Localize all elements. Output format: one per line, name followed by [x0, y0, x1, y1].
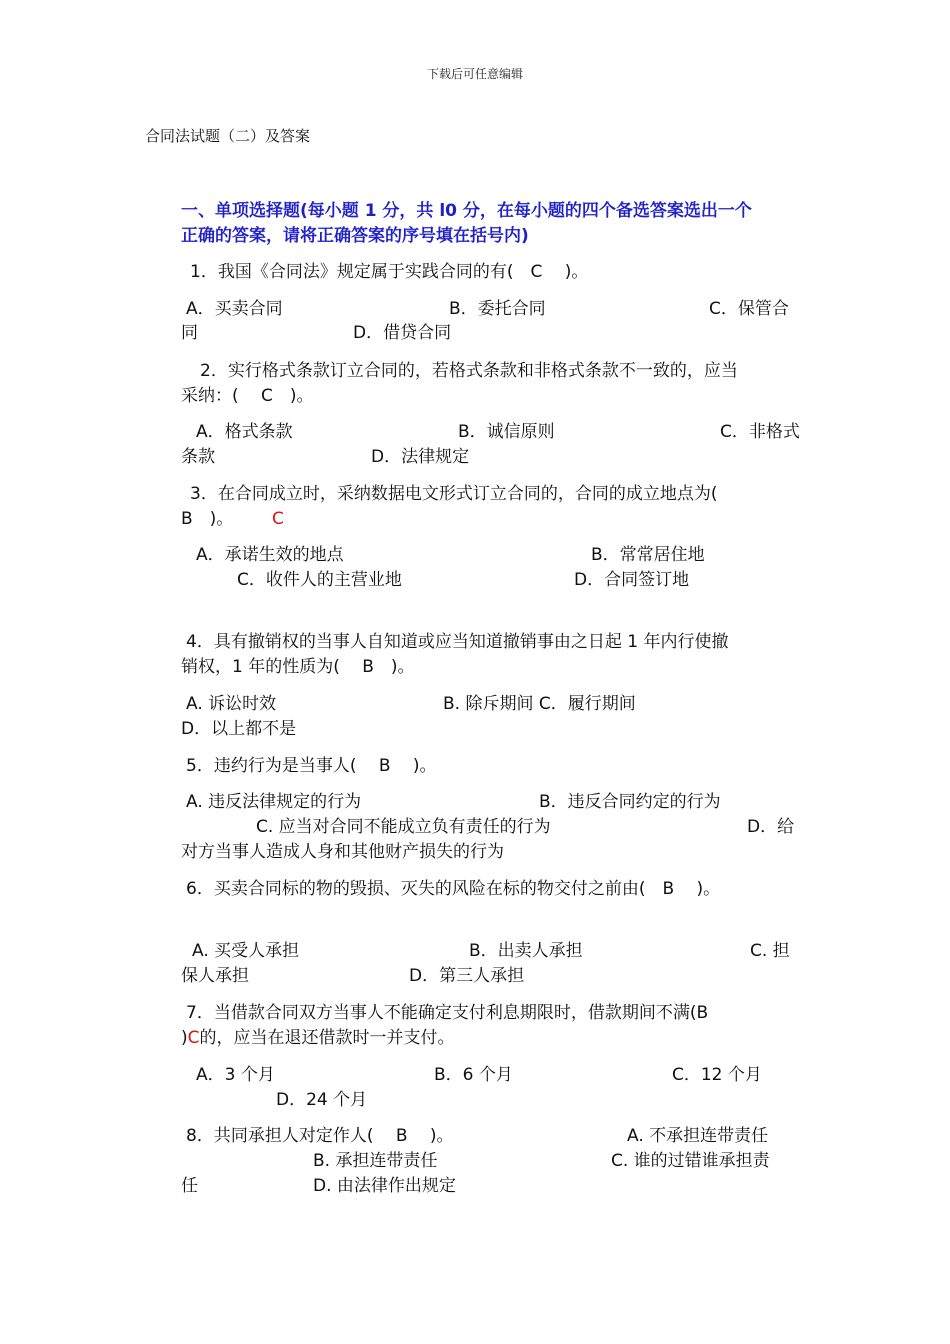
question-5-option-d: D．给: [747, 817, 795, 837]
question-7-paren: ): [181, 1028, 188, 1048]
question-2-stem-line2: 采纳：( C )。: [181, 386, 314, 406]
document-title: 合同法试题（二）及答案: [145, 127, 311, 145]
question-1-option-c-cont: 同: [181, 323, 198, 343]
question-7-stem-line1: 7．当借款合同双方当事人不能确定支付利息期限时，借款期间不满(B: [186, 1003, 709, 1023]
question-3-option-a: A．承诺生效的地点: [196, 545, 344, 565]
question-6-option-d: D．第三人承担: [409, 966, 525, 986]
question-7-stem-line2: [181, 1030, 455, 1047]
question-7-option-c: C．12 个月: [672, 1065, 762, 1085]
question-7-option-d: D．24 个月: [276, 1090, 368, 1110]
question-4-option-d: D．以上都不是: [181, 719, 297, 739]
question-7-option-b: B．6 个月: [434, 1065, 513, 1085]
question-3-stem-line2: B )。: [181, 509, 234, 529]
question-8-option-c: C. 谁的过错谁承担责: [611, 1151, 770, 1171]
question-5-option-c: C. 应当对合同不能成立负有责任的行为: [256, 817, 551, 837]
question-2-stem-line1: 2．实行格式条款订立合同的，若格式条款和非格式条款不一致的，应当: [200, 361, 738, 381]
question-8-option-a: A. 不承担连带责任: [627, 1126, 769, 1146]
question-5-option-d-cont: 对方当事人造成人身和其他财产损失的行为: [181, 842, 504, 862]
question-5-option-b: B．违反合同约定的行为: [539, 792, 721, 812]
question-2-option-c: C．非格式: [720, 422, 800, 442]
question-3-option-b: B．常常居住地: [591, 545, 705, 565]
question-6-option-c-cont: 保人承担: [181, 966, 249, 986]
question-2-option-b: B．诚信原则: [458, 422, 555, 442]
question-4-stem-line1: 4．具有撤销权的当事人自知道或应当知道撤销事由之日起 1 年内行使撤: [186, 632, 729, 652]
question-8-option-c-cont: 任: [181, 1176, 198, 1196]
question-1-option-d: D．借贷合同: [353, 323, 452, 343]
question-1-option-b: B．委托合同: [449, 299, 546, 319]
question-6-option-a: A. 买受人承担: [192, 941, 300, 961]
question-3-option-c: C．收件人的主营业地: [237, 570, 402, 590]
question-3-stem-line1: 3．在合同成立时，采纳数据电文形式订立合同的，合同的成立地点为(: [190, 484, 718, 504]
question-7-answer-mark: C: [187, 1028, 200, 1048]
question-3-answer-mark: C: [272, 509, 284, 529]
question-6-option-b: B．出卖人承担: [469, 941, 583, 961]
section-heading-line2: 正确的答案，请将正确答案的序号填在括号内): [181, 226, 529, 246]
section-heading-line1: 一、单项选择题(每小题 1 分，共 l0 分，在每小题的四个备选答案选出一个: [181, 201, 752, 221]
question-7-option-a: A．3 个月: [196, 1065, 275, 1085]
question-4-option-a: A. 诉讼时效: [186, 694, 277, 714]
question-8-option-d: D. 由法律作出规定: [313, 1176, 456, 1196]
question-6-option-c: C. 担: [750, 941, 790, 961]
question-4-stem-line2: 销权，1 年的性质为( B )。: [181, 657, 415, 677]
question-3-option-d: D．合同签订地: [574, 570, 690, 590]
question-1-stem: 1．我国《合同法》规定属于实践合同的有( C )。: [190, 262, 589, 282]
question-4-option-b-c: B. 除斥期间 C．履行期间: [443, 694, 636, 714]
question-1-option-a: A．买卖合同: [186, 299, 283, 319]
question-1-option-c: C．保管合: [709, 299, 789, 319]
question-6-stem: 6．买卖合同标的物的毁损、灭失的风险在标的物交付之前由( B )。: [186, 879, 721, 899]
question-2-option-a: A．格式条款: [196, 422, 293, 442]
question-5-option-a: A. 违反法律规定的行为: [186, 792, 362, 812]
question-2-option-c-cont: 条款: [181, 447, 215, 467]
question-2-option-d: D．法律规定: [371, 447, 470, 467]
question-5-stem: 5．违约行为是当事人( B )。: [186, 756, 437, 776]
page-header: 下载后可任意编辑: [426, 67, 523, 81]
question-8-stem: 8．共同承担人对定作人( B )。: [186, 1126, 454, 1146]
question-8-option-b: B. 承担连带责任: [313, 1151, 438, 1171]
question-7-stem-rest: 的，应当在退还借款时一并支付。: [199, 1028, 455, 1048]
